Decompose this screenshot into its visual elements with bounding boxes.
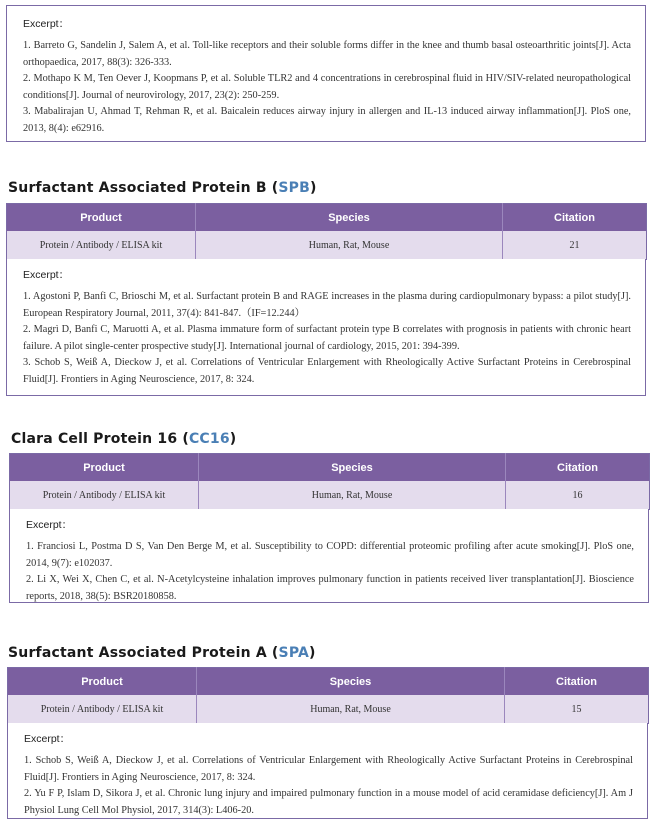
excerpt-label: Excerpt： bbox=[23, 18, 70, 30]
section-title-text: Surfactant Associated Protein B ( bbox=[8, 180, 279, 196]
reference: 3. Mabalirajan U, Ahmad T, Rehman R, et al. Baicalein reduces airway injury in allergen and IL-13 induced airway inflammation[J]. PloS one, 2013, 8(4): e62916. bbox=[23, 106, 631, 134]
header-species: Species bbox=[199, 454, 506, 482]
table-header-row bbox=[8, 668, 649, 696]
table-row bbox=[8, 695, 649, 724]
excerpt-label: Excerpt： bbox=[23, 269, 70, 281]
section-title-text: Surfactant Associated Protein A ( bbox=[8, 645, 279, 661]
product-table-cc16 bbox=[9, 453, 650, 510]
header-species: Species bbox=[196, 204, 503, 232]
excerpt-box-spa bbox=[7, 723, 648, 819]
header-citation: Citation bbox=[503, 204, 647, 232]
reference: 2. Li X, Wei X, Chen C, et al. N-Acetylcysteine inhalation improves pulmonary function in patients received liver transplantation[J]. Bioscience reports, 2018, 38(5): BSR20180858. bbox=[26, 574, 634, 602]
top-excerpt-box bbox=[6, 5, 646, 142]
cell-product: Protein / Antibody / ELISA kit bbox=[8, 695, 197, 724]
excerpt-box-cc16 bbox=[9, 509, 649, 603]
table-header-row bbox=[7, 204, 647, 232]
section-title-close: ) bbox=[310, 180, 317, 196]
reference: 2. Magrì D, Banfi C, Maruotti A, et al. Plasma immature form of surfactant protein type B correlates with prognosis in patients with chronic heart failure. A pilot single-center prospective study[J]. International journal of cardiology, 2015, 201: 394-399. bbox=[23, 324, 631, 352]
cell-citation: 15 bbox=[505, 695, 649, 724]
header-citation: Citation bbox=[506, 454, 650, 482]
cell-product: Protein / Antibody / ELISA kit bbox=[10, 481, 199, 510]
cell-species: Human, Rat, Mouse bbox=[196, 231, 503, 260]
cell-citation: 16 bbox=[506, 481, 650, 510]
reference: 3. Schob S, Weiß A, Dieckow J, et al. Correlations of Ventricular Enlargement with Rheologically Active Surfactant Proteins in Cerebrospinal Fluid[J]. Frontiers in Aging Neuroscience, 2017, 8: 324. bbox=[23, 357, 631, 385]
section-abbr: SPA bbox=[278, 645, 310, 661]
section-title-spa bbox=[8, 645, 316, 661]
section-title-close: ) bbox=[309, 645, 316, 661]
header-species: Species bbox=[197, 668, 505, 696]
reference: 1. Barreto G, Sandelin J, Salem A, et al. Toll-like receptors and their soluble forms differ in the knee and thumb basal osteoarthritic joints[J]. Acta orthopaedica, 2017, 88(3): 326-333. bbox=[23, 40, 631, 68]
section-title-cc16 bbox=[11, 431, 236, 447]
header-product: Product bbox=[8, 668, 197, 696]
table-row bbox=[10, 481, 650, 510]
header-product: Product bbox=[10, 454, 199, 482]
reference: 2. Yu F P, Islam D, Sikora J, et al. Chronic lung injury and impaired pulmonary function in a mouse model of acid ceramidase deficiency[J]. Am J Physiol Lung Cell Mol Physiol, 2017, 314(3): L406-20. bbox=[24, 788, 633, 816]
header-citation: Citation bbox=[505, 668, 649, 696]
table-header-row bbox=[10, 454, 650, 482]
section-abbr: SPB bbox=[278, 180, 310, 196]
cell-species: Human, Rat, Mouse bbox=[199, 481, 506, 510]
reference: 2. Mothapo K M, Ten Oever J, Koopmans P, et al. Soluble TLR2 and 4 concentrations in cerebrospinal fluid in HIV/SIV-related neuropathological conditions[J]. Journal of neurovirology, 2017, 23(2): 250-259. bbox=[23, 73, 631, 101]
cell-species: Human, Rat, Mouse bbox=[197, 695, 505, 724]
section-title-text: Clara Cell Protein 16 ( bbox=[11, 431, 189, 447]
product-table-spb bbox=[6, 203, 647, 260]
reference: 1. Schob S, Weiß A, Dieckow J, et al. Correlations of Ventricular Enlargement with Rheologically Active Surfactant Proteins in Cerebrospinal Fluid[J]. Frontiers in Aging Neuroscience, 2017, 8: 324. bbox=[24, 755, 633, 783]
excerpt-box-spb bbox=[6, 259, 646, 396]
section-title-spb bbox=[8, 180, 317, 196]
reference: 1. Franciosi L, Postma D S, Van Den Berge M, et al. Susceptibility to COPD: differential proteomic profiling after acute smoking[J]. PloS one, 2014, 9(7): e102037. bbox=[26, 541, 634, 569]
cell-product: Protein / Antibody / ELISA kit bbox=[7, 231, 196, 260]
product-table-spa bbox=[7, 667, 649, 724]
reference: 1. Agostoni P, Banfi C, Brioschi M, et al. Surfactant protein B and RAGE increases in the plasma during cardiopulmonary bypass: a pilot study[J]. European Respiratory Journal, 2011, 37(4): 841-847.（IF=12.244） bbox=[23, 291, 631, 319]
excerpt-label: Excerpt： bbox=[26, 519, 73, 531]
header-product: Product bbox=[7, 204, 196, 232]
cell-citation: 21 bbox=[503, 231, 647, 260]
section-title-close: ) bbox=[229, 431, 237, 447]
section-abbr: CC16 bbox=[188, 431, 230, 447]
excerpt-label: Excerpt： bbox=[24, 733, 71, 745]
table-row bbox=[7, 231, 647, 260]
